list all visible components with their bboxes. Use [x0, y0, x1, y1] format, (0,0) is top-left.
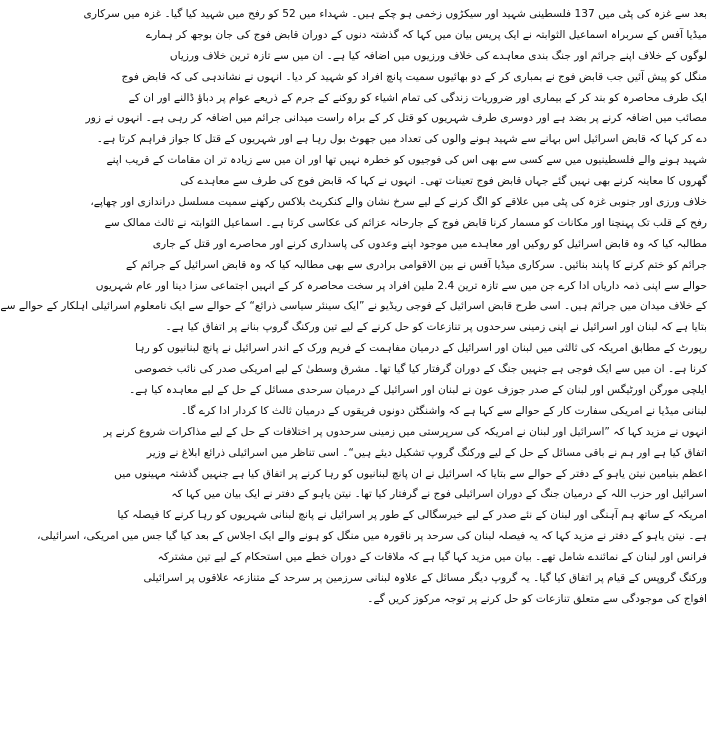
article-line: حوالے سے اپنی ذمہ داریاں ادا کرے جن میں سے تازہ ترین 2.4 ملین افراد پر سخت محاصرہ کر کے انہیں اجتماعی سزا دینا اور عام شہریوں: [95, 279, 707, 292]
article-line: لبنانی میڈیا نے امریکی سفارت کار کے حوالے سے کہا ہے کہ واشنگٹن دونوں فریقوں کے درمیان ثالث کا کردار ادا کرے گا۔: [180, 404, 707, 417]
article-line: جرائم کو ختم کرنے کا پابند بنائیں۔ سرکاری میڈیا آفس نے بین الاقوامی برادری سے بھی مطالبہ کیا کہ وہ قابض اسرائیل کے جرائم کے: [125, 258, 707, 271]
article-line: منگل کو پیش آئیں جب قابض فوج نے بمباری کر کے دو بھائیوں سمیت پانچ افراد کو شہید کر دیا۔ انہوں نے نشاندہی کی کہ قابض فوج: [121, 70, 707, 83]
article-line: بتایا ہے کہ لبنان اور اسرائیل نے اپنی زمینی سرحدوں پر تنازعات کو حل کرنے کے لیے تین ورکنگ گروپ بنانے پر اتفاق کیا ہے۔: [165, 321, 707, 334]
article-line: افواج کی موجودگی سے متعلق تنازعات کو حل کرنے پر توجہ مرکوز کریں گے۔: [367, 592, 707, 605]
article-line: فرانس اور لبنان کے نمائندے شامل تھے۔ بیان میں مزید کہا گیا ہے کہ ملاقات کے دوران خطے میں استحکام کے لیے تین مشترکہ: [157, 551, 707, 564]
article-line: مطالبہ کیا کہ وہ قابض اسرائیل کو روکیں اور معاہدے میں موجود اپنے وعدوں کی پاسداری کرنے اور محاصرے اور قتل کے جاری: [152, 237, 707, 250]
article-line: اعظم بنیامین نیتن یاہو کے دفتر کے حوالے سے بتایا کہ اسرائیل نے ان پانچ لبنانیوں کو رہا کرنے پر اتفاق کیا ہے جنہیں گذشتہ مہینوں میں: [114, 467, 707, 480]
article-line: میڈیا آفس کے سربراہ اسماعیل الثوابتہ نے ایک پریس بیان میں کہا کہ گذشتہ دنوں کے دوران قابض فوج کی جان بوجھ کر ہمارے: [145, 28, 707, 41]
article-line: ہے۔ نیتن یاہو کے دفتر نے مزید کہا کہ یہ فیصلہ لبنان کی سرحد پر ناقورہ میں منگل کو ہونے والے ایک اجلاس کے بعد کیا گیا جس میں امریکی، اسرائیلی،: [37, 530, 707, 543]
article-line: کے خلاف میدان میں جرائم ہیں۔ اسی طرح قابض اسرائیل کے فوجی ریڈیو نے ”ایک سینئر سیاسی ذرائع“ کے حوالے سے ایک نامعلوم اسرائیلی اہلکار کے حوالے سے: [0, 300, 707, 313]
article-line: اسرائیل اور حزب اللہ کے درمیان جنگ کے دوران اسرائیلی فوج نے گرفتار کیا تھا۔ نیتن یاہو کے دفتر نے ایک بیان میں کہا کہ: [171, 488, 707, 501]
article-line: امریکہ کے ساتھ ہم آہنگی اور لبنان کے نئے صدر کے لیے خیرسگالی کے طور پر اسرائیل نے پانچ لبنانی شہریوں کو رہا کرنے کا فیصلہ کیا: [117, 509, 707, 522]
article-line: اتفاق کیا ہے اور ہم نے باقی مسائل کے حل کے لیے ورکنگ گروپ تشکیل دیئے ہیں“۔ اسی تناظر میں اسرائیلی ذرائع ابلاغ نے وزیر: [146, 446, 707, 459]
article-line: انہوں نے مزید کہا کہ ”اسرائیل اور لبنان نے امریکہ کی سرپرستی میں زمینی سرحدوں پر اختلافات کے حل کے لیے مذاکرات شروع کرنے پر: [103, 425, 707, 438]
article-line: رپورٹ کے مطابق امریکہ کی ثالثی میں لبنان اور اسرائیل کے درمیان مفاہمت کے فریم ورک کے اندر اسرائیل نے پانچ لبنانیوں کو رہا: [135, 342, 707, 355]
article-line: ایک طرف محاصرہ کو بند کر کے بیماری اور ضروریات زندگی کی تمام اشیاء کو روکنے کے جرم کے ذریعے عوام پر دباؤ ڈالنے اور ان کے: [128, 91, 707, 104]
article-line: مصائب میں اضافہ کرنے پر بضد ہے اور دوسری طرف شہریوں کو قتل کر کے براہ راست میدانی جرائم میں اضافہ کر رہی ہے۔ انہوں نے زور: [85, 112, 707, 125]
article-line: دے کر کہا کہ قابض اسرائیل اس بہانے سے شہید ہونے والوں کی تعداد میں جھوٹ بول رہا ہے اور شہریوں کے قتل کا جواز فراہم کرتا ہے۔: [96, 133, 707, 146]
article-line: ورکنگ گروپس کے قیام پر اتفاق کیا گیا۔ یہ گروپ دیگر مسائل کے علاوہ لبنانی سرزمین پر سرحد کے متنازعہ علاقوں پر اسرائیلی: [143, 572, 707, 585]
article-line: شہید ہونے والے فلسطینیوں میں سے کسی سے بھی اس کی فوجیوں کو خطرہ نہیں تھا اور ان میں سے زیادہ تر ان مقامات کے قریب اپنے: [106, 154, 707, 167]
article-line: خلاف ورزی اور جنوبی غزہ کی پٹی میں علاقے کو الگ کرنے کے لیے سرخ نشان والے کنکریٹ بلاکس رکھنے سمیت مسلسل دراندازی اور چھاپے،: [90, 196, 707, 209]
article-body: [0, 4, 707, 610]
article-line: گھروں کا معاینہ کرنے بھی نہیں گئے جہاں قابض فوج تعینات تھی۔ انہوں نے کہا کہ قابض فوج کی طرف سے معاہدے کی: [180, 175, 707, 188]
article-line: کرنا ہے۔ ان میں سے ایک فوجی ہے جنہیں جنگ کے دوران گرفتار کیا گیا تھا۔ مشرق وسطیٰ کے لیے امریکی صدر کی نائب خصوصی: [134, 363, 707, 376]
article-line: رفح کے قلب تک پہنچنا اور مکانات کو مسمار کرنا قابض فوج کے جارحانہ عزائم کی عکاسی کرتا ہے۔ اسماعیل الثوابتہ نے ثالث ممالک سے: [104, 216, 707, 229]
article-line: ایلچی مورگن اورٹیگس اور لبنان کے صدر جوزف عون نے لبنان اور اسرائیل کے درمیان سرحدی مسائل کے حل کے لیے معاہدہ کیا ہے۔: [129, 384, 707, 397]
article-line: لوگوں کے خلاف اپنے جرائم اور جنگ بندی معاہدے کی خلاف ورزیوں میں اضافہ کیا ہے۔ ان میں سے تازہ ترین خلاف ورزیاں: [169, 49, 707, 62]
article-line: بعد سے غزہ کی پٹی میں 137 فلسطینی شہید اور سیکڑوں زخمی ہو چکے ہیں۔ شہداء میں 52 کو رفح میں شہید کیا گیا۔ غزہ میں سرکاری: [83, 8, 707, 20]
